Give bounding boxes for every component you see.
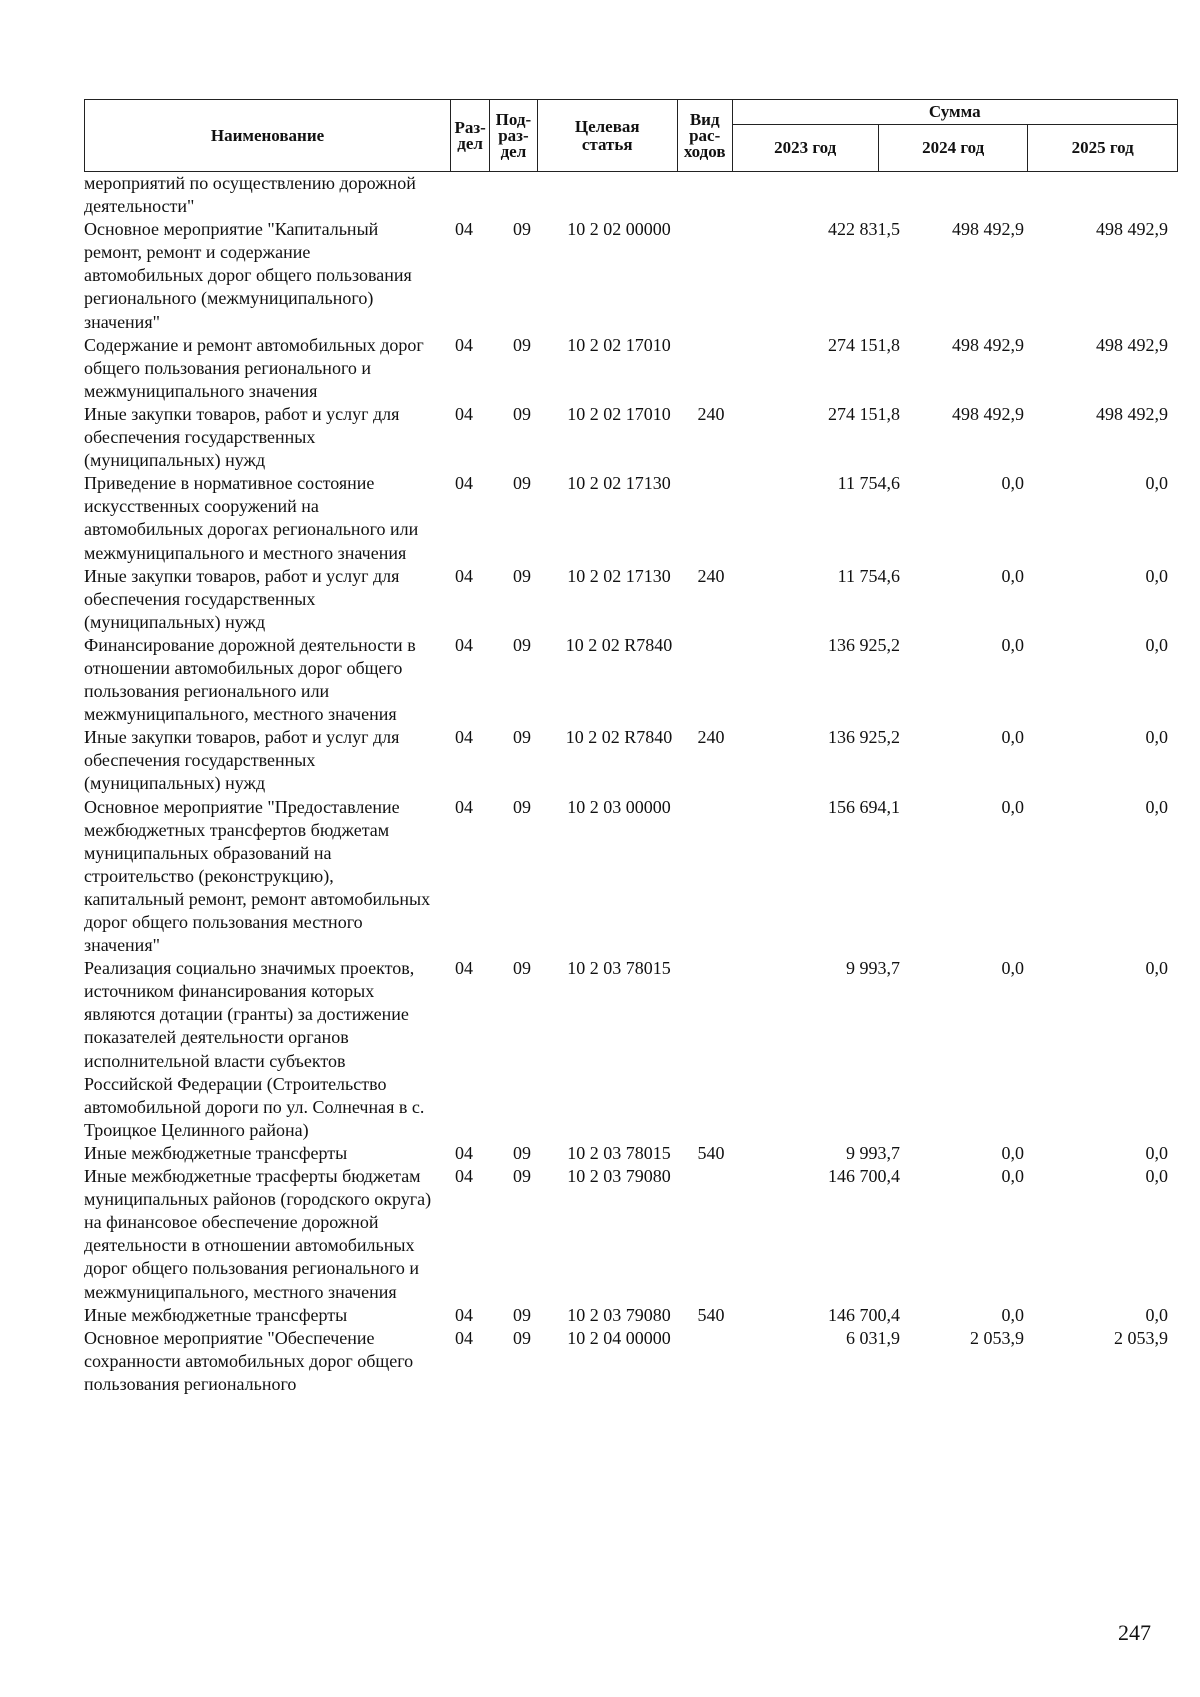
row-section: 04 (455, 403, 473, 424)
row-amount-2023: 274 151,8 (828, 334, 900, 355)
table-row (84, 957, 1178, 1142)
row-section: 04 (455, 1142, 473, 1163)
row-amount-2023: 11 754,6 (837, 473, 900, 494)
row-name: Иные закупки товаров, работ и услуг для обеспечения государственных (муниципальных) нужд (84, 565, 400, 632)
row-amount-2024: 2 053,9 (970, 1327, 1024, 1348)
row-amount-2025: 498 492,9 (1096, 219, 1168, 240)
header-year-2023: 2023 год (732, 125, 878, 172)
row-amount-2023: 6 031,9 (846, 1327, 900, 1348)
row-subsection: 09 (513, 958, 531, 979)
row-name: Содержание и ремонт автомобильных дорог общего пользования регионального и межмуниципального значения (84, 334, 424, 401)
row-expense-type: 540 (697, 1304, 725, 1325)
row-section: 04 (455, 727, 473, 748)
row-target: 10 2 02 R7840 (565, 634, 673, 655)
row-expense-type: 540 (697, 1142, 725, 1163)
row-target: 10 2 03 79080 (567, 1304, 671, 1325)
row-amount-2024: 498 492,9 (952, 403, 1024, 424)
table-row (84, 1327, 1178, 1396)
row-amount-2023: 9 993,7 (846, 958, 900, 979)
row-subsection: 09 (513, 727, 531, 748)
row-name: Основное мероприятие "Капитальный ремонт, ремонт и содержание автомобильных дорог общего пользования регионального (межмуниципального) значения" (84, 219, 412, 332)
row-amount-2023: 156 694,1 (828, 796, 900, 817)
row-target: 10 2 02 17010 (567, 334, 671, 355)
row-section: 04 (455, 796, 473, 817)
row-amount-2025: 0,0 (1145, 727, 1168, 748)
row-target: 10 2 02 R7840 (565, 727, 673, 748)
row-amount-2024: 0,0 (1001, 634, 1024, 655)
row-section: 04 (455, 958, 473, 979)
row-amount-2024: 0,0 (1001, 473, 1024, 494)
table-row (84, 1142, 1178, 1165)
row-target: 10 2 02 00000 (567, 219, 671, 240)
row-subsection: 09 (513, 1166, 531, 1187)
row-subsection: 09 (513, 1304, 531, 1325)
row-target: 10 2 02 17130 (567, 565, 671, 586)
header-name: Наименование (85, 100, 451, 172)
row-amount-2025: 0,0 (1145, 634, 1168, 655)
row-section: 04 (455, 334, 473, 355)
row-subsection: 09 (513, 1327, 531, 1348)
table-row (84, 1304, 1178, 1327)
row-target: 10 2 03 00000 (567, 796, 671, 817)
table-header (84, 99, 1178, 172)
row-section: 04 (455, 1166, 473, 1187)
row-name: Приведение в нормативное состояние искусственных сооружений на автомобильных дорогах регионального или межмуниципального и местного значения (84, 473, 419, 563)
row-target: 10 2 03 78015 (567, 1142, 671, 1163)
table-row (84, 634, 1178, 726)
row-section: 04 (455, 634, 473, 655)
row-amount-2024: 0,0 (1001, 1142, 1024, 1163)
row-amount-2024: 0,0 (1001, 1304, 1024, 1325)
row-target: 10 2 04 00000 (567, 1327, 671, 1348)
row-subsection: 09 (513, 403, 531, 424)
row-expense-type: 240 (697, 403, 725, 424)
row-section: 04 (455, 1327, 473, 1348)
row-name: Основное мероприятие "Обеспечение сохранности автомобильных дорог общего пользования регионального (84, 1327, 414, 1394)
row-amount-2025: 0,0 (1145, 796, 1168, 817)
header-subsection: Под- раз- дел (490, 100, 537, 172)
row-amount-2025: 0,0 (1145, 473, 1168, 494)
row-target: 10 2 03 78015 (567, 958, 671, 979)
row-subsection: 09 (513, 334, 531, 355)
row-amount-2025: 0,0 (1145, 1142, 1168, 1163)
row-amount-2023: 146 700,4 (828, 1304, 900, 1325)
row-subsection: 09 (513, 1142, 531, 1163)
table-row (84, 1165, 1178, 1304)
row-amount-2025: 0,0 (1145, 958, 1168, 979)
row-amount-2024: 0,0 (1001, 727, 1024, 748)
row-target: 10 2 02 17130 (567, 473, 671, 494)
row-amount-2025: 498 492,9 (1096, 403, 1168, 424)
row-amount-2023: 136 925,2 (828, 634, 900, 655)
table-row (84, 403, 1178, 472)
row-section: 04 (455, 1304, 473, 1325)
row-name: Иные межбюджетные трансферты (84, 1142, 348, 1163)
table-row (84, 565, 1178, 634)
table-row (84, 218, 1178, 333)
row-subsection: 09 (513, 219, 531, 240)
header-year-2025: 2025 год (1028, 125, 1178, 172)
row-subsection: 09 (513, 634, 531, 655)
row-name: Иные закупки товаров, работ и услуг для обеспечения государственных (муниципальных) нужд (84, 403, 400, 471)
row-amount-2024: 498 492,9 (952, 334, 1024, 355)
row-name: Финансирование дорожной деятельности в отношении автомобильных дорог общего пользования регионального или межмуниципального, местного значения (84, 634, 416, 725)
row-expense-type: 240 (697, 727, 725, 748)
row-amount-2025: 0,0 (1145, 1304, 1168, 1325)
table-row (84, 172, 1178, 218)
row-section: 04 (455, 565, 473, 586)
table-body (84, 172, 1178, 1396)
header-sum: Сумма (732, 100, 1178, 125)
row-amount-2025: 498 492,9 (1096, 334, 1168, 355)
row-target: 10 2 03 79080 (567, 1166, 671, 1187)
row-amount-2025: 0,0 (1145, 565, 1168, 586)
row-amount-2023: 9 993,7 (846, 1142, 900, 1163)
table-row (84, 334, 1178, 403)
header-target: Целевая статья (537, 100, 677, 172)
row-amount-2024: 498 492,9 (952, 219, 1024, 240)
row-name: Основное мероприятие "Предоставление межбюджетных трансфертов бюджетам муниципальных образований на строительство (реконструкцию), капитальный ремонт, ремонт автомобильных дорог общего пользования местного значения" (84, 796, 431, 956)
row-section: 04 (455, 219, 473, 240)
row-amount-2023: 136 925,2 (828, 727, 900, 748)
row-amount-2024: 0,0 (1001, 565, 1024, 586)
page-number: 247 (1118, 1620, 1151, 1645)
row-amount-2024: 0,0 (1001, 958, 1024, 979)
header-year-2024: 2024 год (878, 125, 1028, 172)
row-name: мероприятий по осуществлению дорожной деятельности" (84, 173, 416, 217)
row-amount-2023: 274 151,8 (828, 403, 900, 424)
table-row (84, 796, 1178, 958)
row-name: Иные межбюджетные трасферты бюджетам муниципальных районов (городского округа) на финансовое обеспечение дорожной деятельности в отношении автомобильных дорог общего пользования регионального и межмуниципального, местного значения (84, 1166, 432, 1302)
row-amount-2024: 0,0 (1001, 1166, 1024, 1187)
row-target: 10 2 02 17010 (567, 403, 671, 424)
row-name: Иные межбюджетные трансферты (84, 1304, 348, 1325)
row-section: 04 (455, 473, 473, 494)
row-subsection: 09 (513, 473, 531, 494)
row-amount-2023: 146 700,4 (828, 1166, 900, 1187)
table-row (84, 472, 1178, 564)
row-name: Реализация социально значимых проектов, источником финансирования которых являются дотации (гранты) за достижение показателей деятельности органов исполнительной власти субъектов Российской Федерации (Строительство автомобильной дороги по ул. Солнечная в с. Троицкое Целинного района) (84, 958, 425, 1140)
row-amount-2024: 0,0 (1001, 796, 1024, 817)
row-name: Иные закупки товаров, работ и услуг для обеспечения государственных (муниципальных) нужд (84, 727, 400, 794)
header-expense-type: Вид рас- ходов (677, 100, 732, 172)
table-row (84, 726, 1178, 795)
row-subsection: 09 (513, 796, 531, 817)
row-subsection: 09 (513, 565, 531, 586)
row-expense-type: 240 (697, 565, 725, 586)
header-section: Раз- дел (451, 100, 490, 172)
row-amount-2023: 422 831,5 (828, 219, 900, 240)
row-amount-2025: 0,0 (1145, 1166, 1168, 1187)
row-amount-2025: 2 053,9 (1114, 1327, 1168, 1348)
row-amount-2023: 11 754,6 (837, 565, 900, 586)
